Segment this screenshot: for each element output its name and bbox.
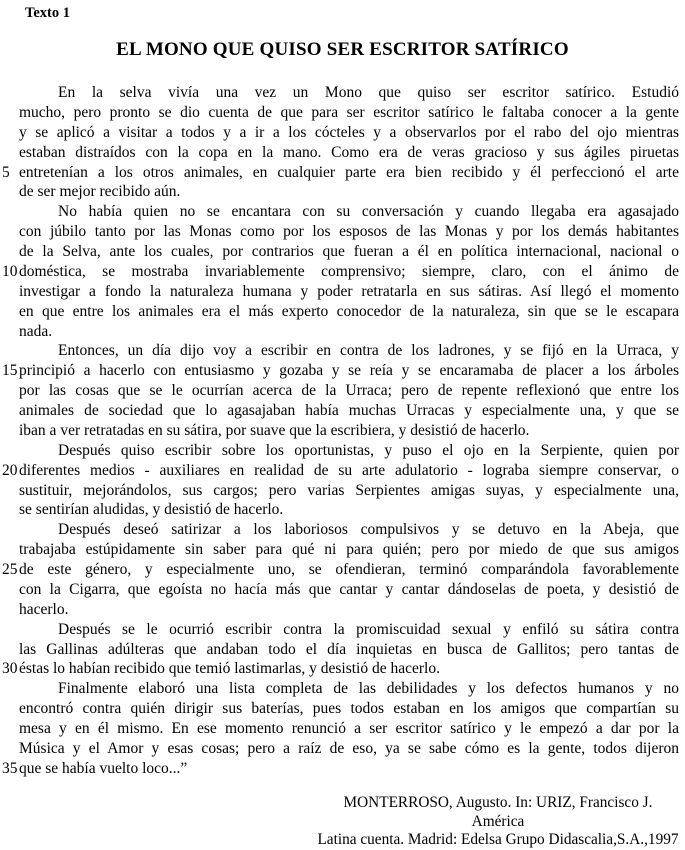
text-line-content: sustituir, mejorándolos, sus cargos; pero varias Serpientes amigas suyas, y especialmente una, <box>19 481 679 499</box>
line-number <box>2 580 19 600</box>
text-line-content: entretenían a los otros animales, en cualquier parte era bien recibido y él perfeccionó el arte <box>19 163 679 181</box>
text-line-content: En la selva vivía una vez un Mono que quiso ser escritor satírico. Estudió <box>58 84 679 101</box>
text-line-content: que se había vuelto loco...” <box>19 759 188 777</box>
text-line <box>2 500 679 520</box>
citation <box>317 794 679 850</box>
text-line <box>2 620 679 640</box>
text-line <box>2 560 679 580</box>
text-line <box>2 242 679 262</box>
line-number <box>2 679 19 699</box>
line-number: 35 <box>2 759 18 777</box>
line-number: 30 <box>2 660 18 678</box>
line-number <box>2 83 19 103</box>
text-line-content: de ser mejor recibido aún. <box>19 183 181 201</box>
text-line <box>2 103 679 123</box>
text-line-content: No había quien no se encantara con su conversación y cuando llegaba era agasajado <box>58 203 679 221</box>
text-line-content: en que entre los animales era el más experto conocedor de la naturaleza, sin que se le escapara <box>19 302 679 320</box>
text-line <box>2 580 679 600</box>
line-number <box>2 103 19 123</box>
line-number <box>2 182 19 202</box>
text-line <box>2 302 679 322</box>
line-number <box>2 699 19 719</box>
text-line-content: principió a hacerlo con entusiasmo y gozaba y se reía y se encaramaba de placer a los árboles <box>19 362 679 380</box>
text-line-content: estaban distraídos con la copa en la mano. Como era de veras gracioso y sus ágiles piruetas <box>19 143 679 161</box>
text-line-content: investigar a fondo la naturaleza humana y poder retratarla en sus sátiras. Así llegó el momento <box>19 282 679 300</box>
text-line <box>2 202 679 222</box>
page-title: EL MONO QUE QUISO SER ESCRITOR SATÍRICO <box>116 39 569 60</box>
text-line <box>2 679 679 699</box>
text-line-content: las Gallinas adúlteras que andaban todo el día inquietas en busca de Gallitos; pero tantas de <box>19 640 679 658</box>
text-body <box>2 83 679 779</box>
text-line-content: mucho, pero pronto se dio cuenta de que para ser escritor satírico le faltaba conocer a la gente <box>19 103 679 121</box>
text-line <box>2 143 679 163</box>
text-line-content: Entonces, un día dijo voy a escribir en contra de los ladrones, y se fijó en la Urraca, y <box>58 342 679 360</box>
line-number <box>2 282 19 302</box>
text-line <box>2 123 679 143</box>
line-number <box>2 322 19 342</box>
line-number <box>2 222 19 242</box>
line-number <box>2 739 19 759</box>
text-line <box>2 322 679 342</box>
line-number <box>2 202 19 222</box>
text-line <box>2 341 679 361</box>
text-line <box>2 759 679 779</box>
text-line-content: animales de sociedad que lo agasajaban había muchas Urracas y especialmente una, y que se <box>19 402 679 419</box>
text-line-content: Música y el Amor y esas cosas; pero a raíz de eso, ya se sabe cómo es la gente, todos dijeron <box>19 739 679 757</box>
line-number: 25 <box>2 561 18 578</box>
text-line <box>2 381 679 401</box>
text-line <box>2 699 679 719</box>
line-number <box>2 341 19 361</box>
line-number <box>2 123 19 143</box>
text-line <box>2 520 679 540</box>
line-number <box>2 640 19 660</box>
text-line-content: Después se le ocurrió escribir contra la promiscuidad sexual y enfiló su sátira contra <box>58 620 679 638</box>
line-number: 5 <box>2 163 10 181</box>
text-line-content: iban a ver retratadas en su sátira, por suave que la escribiera, y desistió de hacerlo. <box>19 421 530 439</box>
citation-line: MONTERROSO, Augusto. In: URIZ, Francisco J. América <box>343 794 653 830</box>
text-line <box>2 719 679 739</box>
text-line <box>2 461 679 481</box>
line-number <box>2 401 19 421</box>
text-line-content: Después deseó satirizar a los laboriosos compulsivos y se detuvo en la Abeja, que <box>58 521 679 539</box>
text-line <box>2 659 679 679</box>
text-line-content: y se aplicó a visitar a todos y a ir a los cócteles y a observarlos por el rabo del ojo mientras <box>19 123 679 141</box>
text-line <box>2 739 679 759</box>
text-line-content: Después quiso escribir sobre los oportunistas, y puso el ojo en la Serpiente, quien por <box>58 441 679 459</box>
line-number: 15 <box>2 362 18 380</box>
line-number <box>2 143 19 163</box>
text-line <box>2 401 679 421</box>
text-line <box>2 441 679 461</box>
text-line-content: con la Cigarra, que egoísta no hacía más que cantar y cantar dándoselas de poeta, y desistió de <box>19 580 679 598</box>
text-line-content: trabajaba estúpidamente sin saber para qué ni para quién; pero por miedo de que sus amigos <box>19 541 679 559</box>
text-line-content: encontró contra quién dirigir sus baterías, pues todos estaban en los amigos que compartían su <box>19 700 679 718</box>
line-number <box>2 441 19 461</box>
text-line <box>2 421 679 441</box>
line-number: 20 <box>2 461 18 479</box>
line-number <box>2 481 19 501</box>
text-line <box>2 361 679 381</box>
text-line <box>2 540 679 560</box>
text-line-content: con júbilo tanto por las Monas como por los esposos de las Monas y por los demás habitantes <box>19 223 679 241</box>
line-number <box>2 719 19 739</box>
line-number <box>2 500 19 520</box>
text-line-content: de este género, y especialmente uno, se ofendieran, terminó comparándola favorablemente <box>19 561 679 578</box>
text-line <box>2 282 679 302</box>
line-number: 10 <box>2 262 18 280</box>
line-number <box>2 421 19 441</box>
line-number <box>2 302 19 322</box>
text-line <box>2 481 679 501</box>
line-number <box>2 381 19 401</box>
text-line-content: de la Selva, ante los cuales, por contrarios que fueran a él en política internacional, nacional o <box>19 243 679 260</box>
text-line-content: hacerlo. <box>19 600 69 618</box>
text-line <box>2 262 679 282</box>
line-number <box>2 520 19 540</box>
text-line-content: Finalmente elaboró una lista completa de las debilidades y los defectos humanos y no <box>58 680 679 698</box>
text-label: Texto 1 <box>25 5 70 21</box>
text-line <box>2 640 679 660</box>
text-line-content: diferentes medios - auxiliares en realidad de su arte adulatorio - lograba siempre conservar, o <box>19 461 679 479</box>
text-line <box>2 182 679 202</box>
text-line <box>2 222 679 242</box>
text-line-content: doméstica, se mostraba invariablemente comprensivo; siempre, claro, con el ánimo de <box>19 262 679 280</box>
text-line <box>2 83 679 103</box>
line-number <box>2 620 19 640</box>
line-number <box>2 540 19 560</box>
text-line <box>2 163 679 183</box>
citation-line: Latina cuenta. Madrid: Edelsa Grupo Didascalia,S.A.,1997 <box>317 831 679 848</box>
text-line-content: éstas lo habían recibido que temió lastimarlas, y desistió de hacerlo. <box>19 660 440 678</box>
line-number <box>2 600 19 620</box>
text-line-content: mesa y en él mismo. En ese momento renunció a ser escritor satírico y le empezó a dar por la <box>19 720 679 737</box>
text-line-content: se sentirían aludidas, y desistió de hacerlo. <box>19 501 284 519</box>
line-number <box>2 242 19 262</box>
text-line-content: por las cosas que se le ocurrían acerca de la Urraca; pero de repente reflexionó que entre los <box>19 382 679 400</box>
text-line-content: nada. <box>19 322 53 340</box>
text-line <box>2 600 679 620</box>
